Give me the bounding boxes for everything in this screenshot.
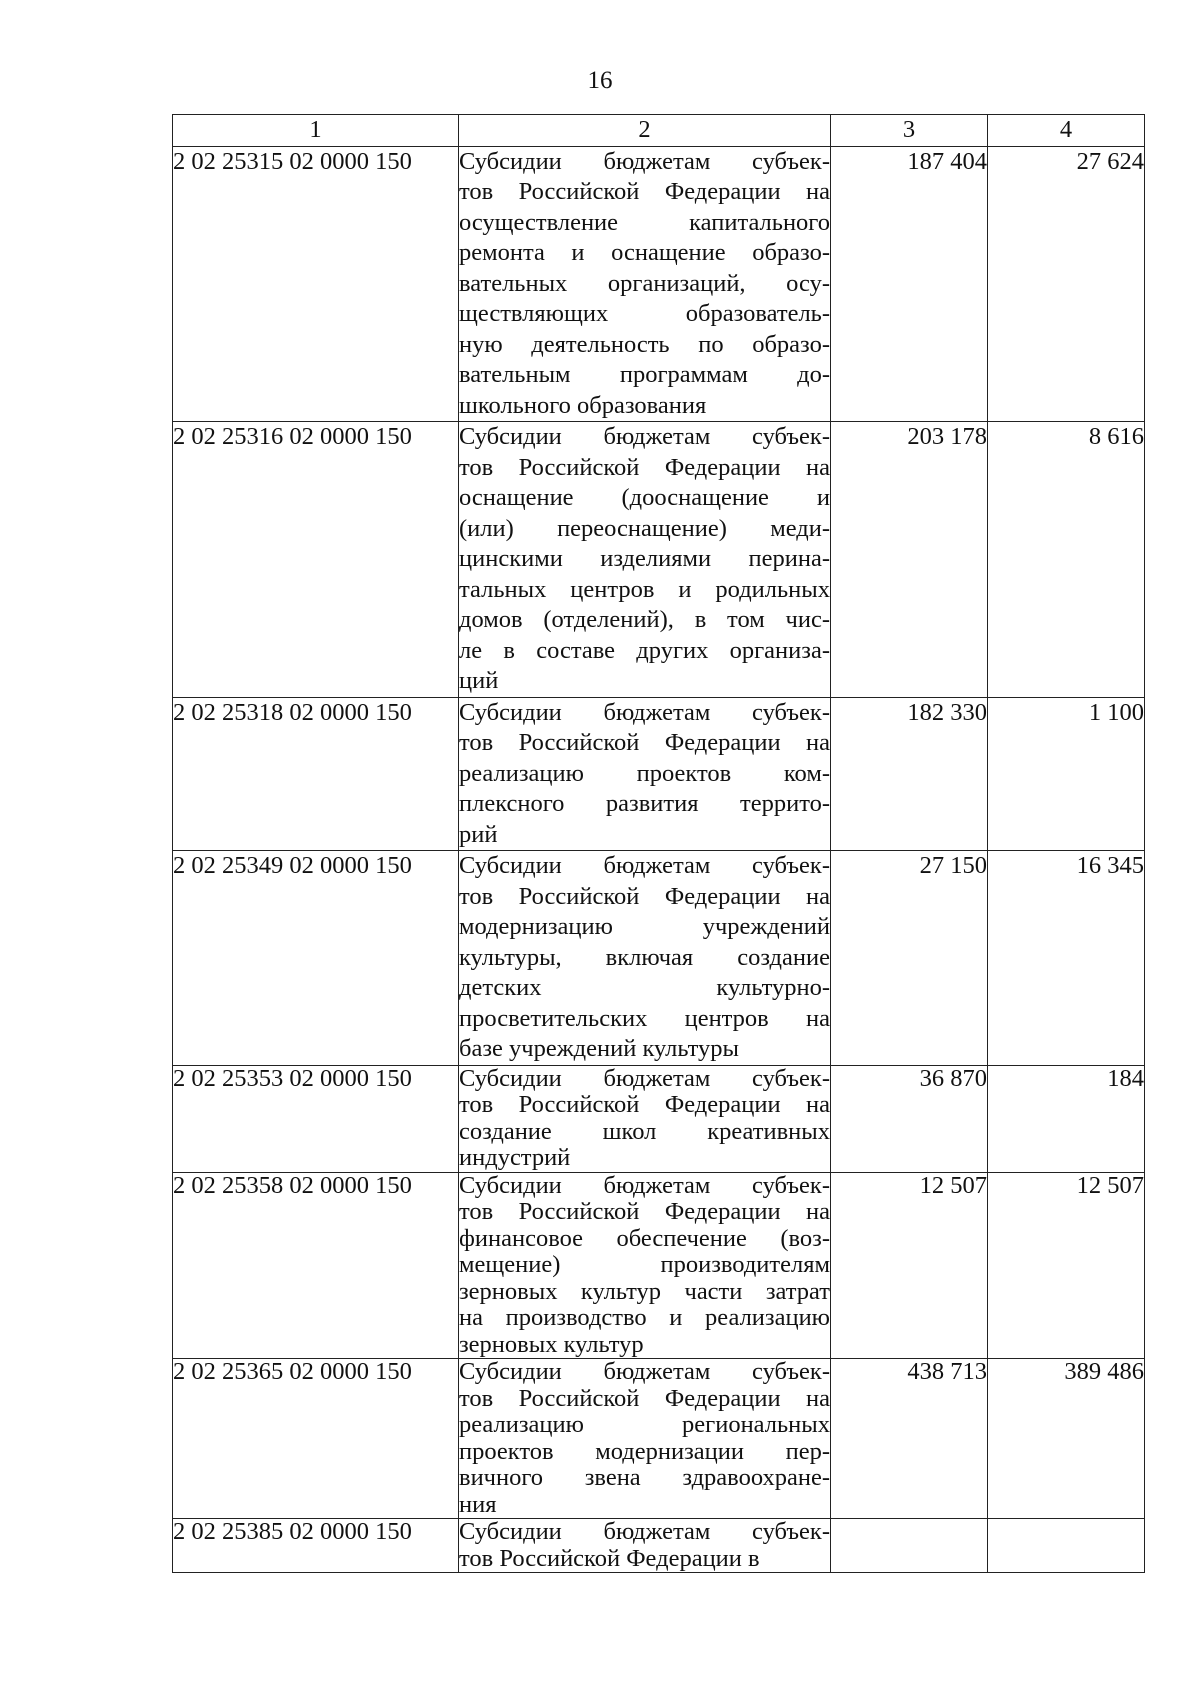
budget-code-cell: 2 02 25315 02 0000 150 xyxy=(173,146,459,422)
description-line: Субсидии бюджетам субъек- xyxy=(459,1064,830,1092)
description-line: осуществление капитального xyxy=(459,208,830,236)
description-line: тов Российской Федерации в xyxy=(459,1544,760,1572)
description-line: рий xyxy=(459,820,498,848)
amount-col-4-cell: 389 486 xyxy=(988,1359,1145,1519)
header-col-2: 2 xyxy=(459,115,831,147)
description-line: Субсидии бюджетам субъек- xyxy=(459,147,830,175)
description-line: просветительских центров на xyxy=(459,1004,830,1032)
description-line: ций xyxy=(459,667,499,694)
description-line: ную деятельность по образо- xyxy=(459,330,830,358)
amount-col-4-cell: 1 100 xyxy=(988,697,1145,851)
table-row xyxy=(173,1172,1145,1359)
description-cell xyxy=(459,1065,831,1172)
description-cell xyxy=(459,1519,831,1573)
description-line: финансовое обеспечение (воз- xyxy=(459,1224,830,1252)
description-line: детских культурно- xyxy=(459,974,830,1001)
header-col-4: 4 xyxy=(988,115,1145,147)
description-line: цинскими изделиями перина- xyxy=(459,545,830,572)
description-line: тов Российской Федерации на xyxy=(459,1091,830,1118)
description-line: вичного звена здравоохране- xyxy=(459,1464,830,1491)
amount-col-3-cell xyxy=(831,1519,988,1573)
amount-col-3-cell: 36 870 xyxy=(831,1065,988,1172)
description-line: проектов модернизации пер- xyxy=(459,1437,830,1465)
amount-col-4-cell: 27 624 xyxy=(988,146,1145,422)
budget-code-cell: 2 02 25353 02 0000 150 xyxy=(173,1065,459,1172)
budget-code-cell: 2 02 25385 02 0000 150 xyxy=(173,1519,459,1573)
description-line: Субсидии бюджетам субъек- xyxy=(459,1171,830,1199)
description-line: тов Российской Федерации на xyxy=(459,1384,830,1412)
description-line: Субсидии бюджетам субъек- xyxy=(459,423,830,450)
amount-col-4-cell: 16 345 xyxy=(988,851,1145,1066)
description-cell xyxy=(459,1359,831,1519)
description-line: Субсидии бюджетам субъек- xyxy=(459,852,830,879)
description-line: Субсидии бюджетам субъек- xyxy=(459,698,830,726)
description-line: тальных центров и родильных xyxy=(459,575,830,603)
page-number: 16 xyxy=(587,67,613,94)
budget-code-cell: 2 02 25318 02 0000 150 xyxy=(173,697,459,851)
amount-col-3-cell: 438 713 xyxy=(831,1359,988,1519)
description-line: ществляющих образователь- xyxy=(459,300,830,327)
description-line: базе учреждений культуры xyxy=(459,1035,739,1062)
budget-code-cell: 2 02 25365 02 0000 150 xyxy=(173,1359,459,1519)
description-line: Субсидии бюджетам субъек- xyxy=(459,1518,830,1545)
budget-code-cell: 2 02 25358 02 0000 150 xyxy=(173,1172,459,1359)
table-row xyxy=(173,422,1145,698)
description-line: тов Российской Федерации на xyxy=(459,178,830,205)
description-line: ремонта и оснащение образо- xyxy=(459,239,830,266)
budget-code-cell: 2 02 25349 02 0000 150 xyxy=(173,851,459,1066)
description-line: ния xyxy=(459,1490,497,1518)
description-line: тов Российской Федерации на xyxy=(459,453,830,481)
description-line: (или) переоснащение) меди- xyxy=(459,514,830,542)
description-line: тов Российской Федерации на xyxy=(459,1198,830,1225)
amount-col-3-cell: 203 178 xyxy=(831,422,988,698)
description-line: мещение) производителям xyxy=(459,1251,830,1278)
description-line: тов Российской Федерации на xyxy=(459,729,830,756)
table-row xyxy=(173,697,1145,851)
budget-code-cell: 2 02 25316 02 0000 150 xyxy=(173,422,459,698)
table-row xyxy=(173,851,1145,1066)
description-line: реализацию региональных xyxy=(459,1411,830,1438)
description-line: на производство и реализацию xyxy=(459,1304,830,1331)
description-line: модернизацию учреждений xyxy=(459,913,830,940)
description-line: Субсидии бюджетам субъек- xyxy=(459,1358,830,1385)
description-cell xyxy=(459,851,831,1066)
description-cell xyxy=(459,146,831,422)
table-row xyxy=(173,1519,1145,1573)
description-line: вательным программам до- xyxy=(459,361,830,388)
amount-col-4-cell xyxy=(988,1519,1145,1573)
table-body xyxy=(173,146,1145,1573)
description-line: культуры, включая создание xyxy=(459,943,830,971)
description-line: создание школ креативных xyxy=(459,1117,830,1145)
description-line: зерновых культур xyxy=(459,1330,644,1358)
description-line: индустрий xyxy=(459,1144,571,1171)
header-col-1: 1 xyxy=(173,115,459,147)
amount-col-4-cell: 184 xyxy=(988,1065,1145,1172)
amount-col-4-cell: 8 616 xyxy=(988,422,1145,698)
description-line: плексного развития террито- xyxy=(459,790,830,817)
description-cell xyxy=(459,697,831,851)
header-col-3: 3 xyxy=(831,115,988,147)
budget-table xyxy=(172,114,1145,1573)
table-row xyxy=(173,1065,1145,1172)
amount-col-3-cell: 187 404 xyxy=(831,146,988,422)
description-line: ле в составе других организа- xyxy=(459,636,830,664)
amount-col-3-cell: 12 507 xyxy=(831,1172,988,1359)
description-line: вательных организаций, осу- xyxy=(459,269,830,297)
table-header-row xyxy=(173,115,1145,147)
description-line: школьного образования xyxy=(459,391,707,419)
amount-col-3-cell: 182 330 xyxy=(831,697,988,851)
amount-col-4-cell: 12 507 xyxy=(988,1172,1145,1359)
description-line: оснащение (дооснащение и xyxy=(459,484,830,511)
description-cell xyxy=(459,422,831,698)
amount-col-3-cell: 27 150 xyxy=(831,851,988,1066)
table-row xyxy=(173,1359,1145,1519)
description-line: домов (отделений), в том чис- xyxy=(459,606,830,633)
description-line: тов Российской Федерации на xyxy=(459,882,830,910)
description-line: зерновых культур части затрат xyxy=(459,1277,830,1305)
table-row xyxy=(173,146,1145,422)
description-cell xyxy=(459,1172,831,1359)
description-line: реализацию проектов ком- xyxy=(459,759,830,787)
